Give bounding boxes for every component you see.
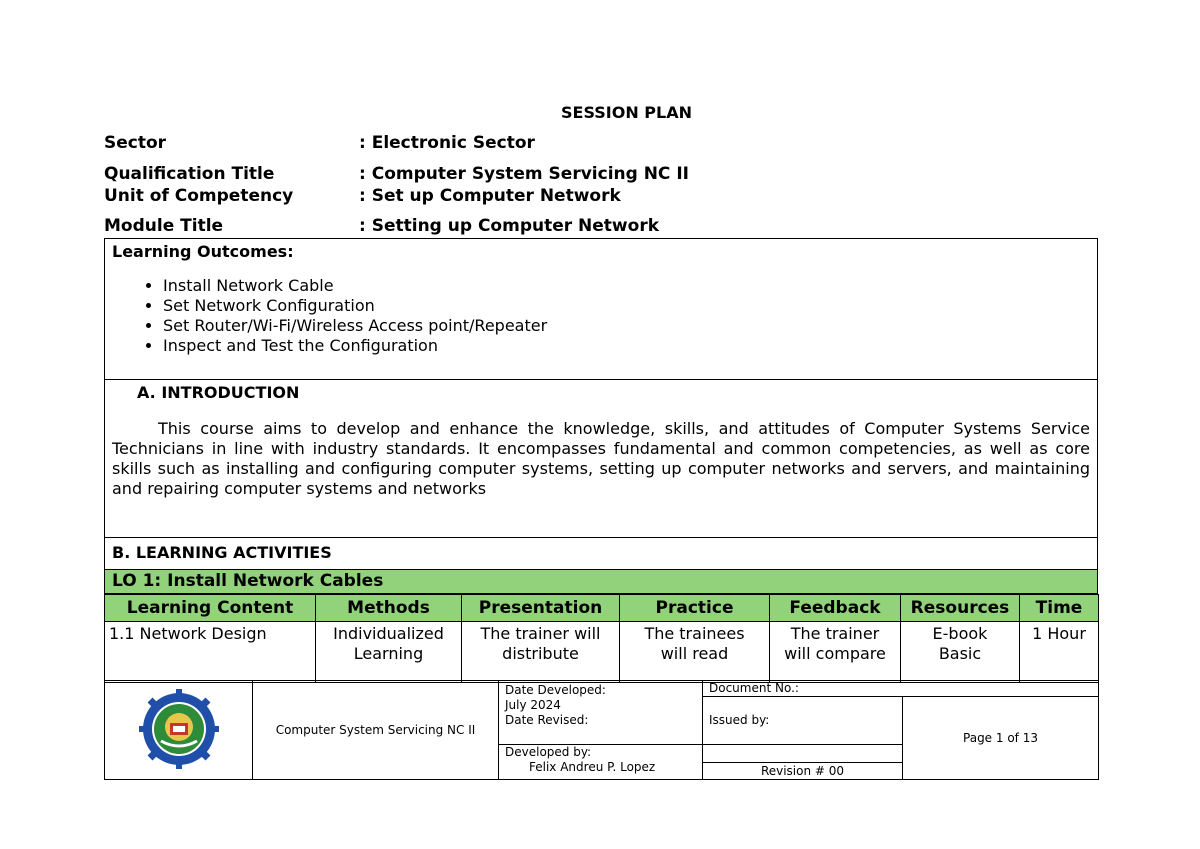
cell-line: distribute [502, 644, 579, 663]
footer-developed-by [499, 745, 703, 780]
qualification-value: : Computer System Servicing NC II [359, 164, 689, 184]
cell-line: The trainer will [480, 624, 601, 643]
footer-revision [703, 745, 903, 780]
list-item: • Set Network Configuration [163, 296, 547, 316]
developed-by-label: Developed by: [505, 745, 592, 759]
document-no-label: Document No.: [709, 681, 799, 695]
unit-value: : Set up Computer Network [359, 186, 621, 206]
module-value: : Setting up Computer Network [359, 216, 660, 236]
developed-by-value: Felix Andreu P. Lopez [529, 760, 656, 774]
learning-outcomes-list [137, 276, 547, 356]
list-item: • Set Router/Wi-Fi/Wireless Access point/Repeater [163, 316, 547, 336]
cell-time: 1 Hour [1020, 622, 1099, 683]
logo-cell [105, 681, 253, 780]
footer-page [903, 697, 1099, 780]
date-developed-label: Date Developed: [505, 683, 606, 697]
cell-presentation [462, 622, 620, 683]
issued-by-label: Issued by: [709, 713, 770, 727]
column-header: Time [1020, 595, 1099, 622]
cell-line: will read [660, 644, 729, 663]
column-header: Resources [901, 595, 1020, 622]
cell-line: Basic [938, 644, 982, 663]
cell-line: The trainees [644, 624, 745, 643]
activities-table [104, 594, 1099, 683]
introduction-text: This course aims to develop and enhance the knowledge, skills, and attitudes of Computer Systems Service Technicians in line with industry standards. It encompasses fundamental and common competencies, as well as core skills such as installing and configuring computer systems, setting up computer networks and servers, and maintaining and repairing computer systems and networks [112, 419, 1090, 498]
footer-course [253, 681, 499, 780]
qualification-label: Qualification Title [104, 164, 275, 184]
footer-dates [499, 681, 703, 745]
cell-line: The trainer [790, 624, 880, 643]
table-row [105, 622, 1099, 683]
revision-text: Revision # 00 [703, 762, 902, 779]
date-revised-label: Date Revised: [505, 713, 589, 727]
introduction-heading: A. INTRODUCTION [137, 383, 300, 402]
cell-practice [620, 622, 770, 683]
list-item: • Inspect and Test the Configuration [163, 336, 547, 356]
list-item: • Install Network Cable [163, 276, 547, 296]
cell-methods [316, 622, 462, 683]
column-header: Feedback [770, 595, 901, 622]
column-header: Presentation [462, 595, 620, 622]
cell-line: E-book [932, 624, 988, 643]
table-header-row [105, 595, 1099, 622]
cell-line: Individualized [333, 624, 444, 643]
column-header: Methods [316, 595, 462, 622]
cell-line: will compare [784, 644, 886, 663]
introduction-box [104, 379, 1098, 538]
sector-label: Sector [104, 133, 167, 153]
cell-line: Learning [353, 644, 424, 663]
module-label: Module Title [104, 216, 224, 236]
learning-outcomes-heading: Learning Outcomes: [112, 242, 294, 261]
cell-learning-content: 1.1 Network Design [105, 622, 316, 683]
cell-feedback [770, 622, 901, 683]
footer-issued-by [703, 697, 903, 745]
learning-activities-heading: B. LEARNING ACTIVITIES [112, 543, 332, 562]
lo-title-bar: LO 1: Install Network Cables [104, 569, 1098, 594]
footer-course-text: Computer System Servicing NC II [275, 723, 476, 737]
learning-activities-box [104, 537, 1098, 570]
learning-outcomes-box [104, 238, 1098, 380]
sector-value: : Electronic Sector [359, 133, 535, 153]
column-header: Learning Content [105, 595, 316, 622]
column-header: Practice [620, 595, 770, 622]
unit-label: Unit of Competency [104, 186, 294, 206]
seal-logo-icon [139, 689, 219, 769]
footer-table [104, 680, 1099, 780]
footer-document-no [703, 681, 1099, 697]
page-title: SESSION PLAN [561, 103, 692, 122]
date-developed-value: July 2024 [505, 698, 561, 712]
cell-resources [901, 622, 1020, 683]
page-number: Page 1 of 13 [963, 730, 1038, 745]
